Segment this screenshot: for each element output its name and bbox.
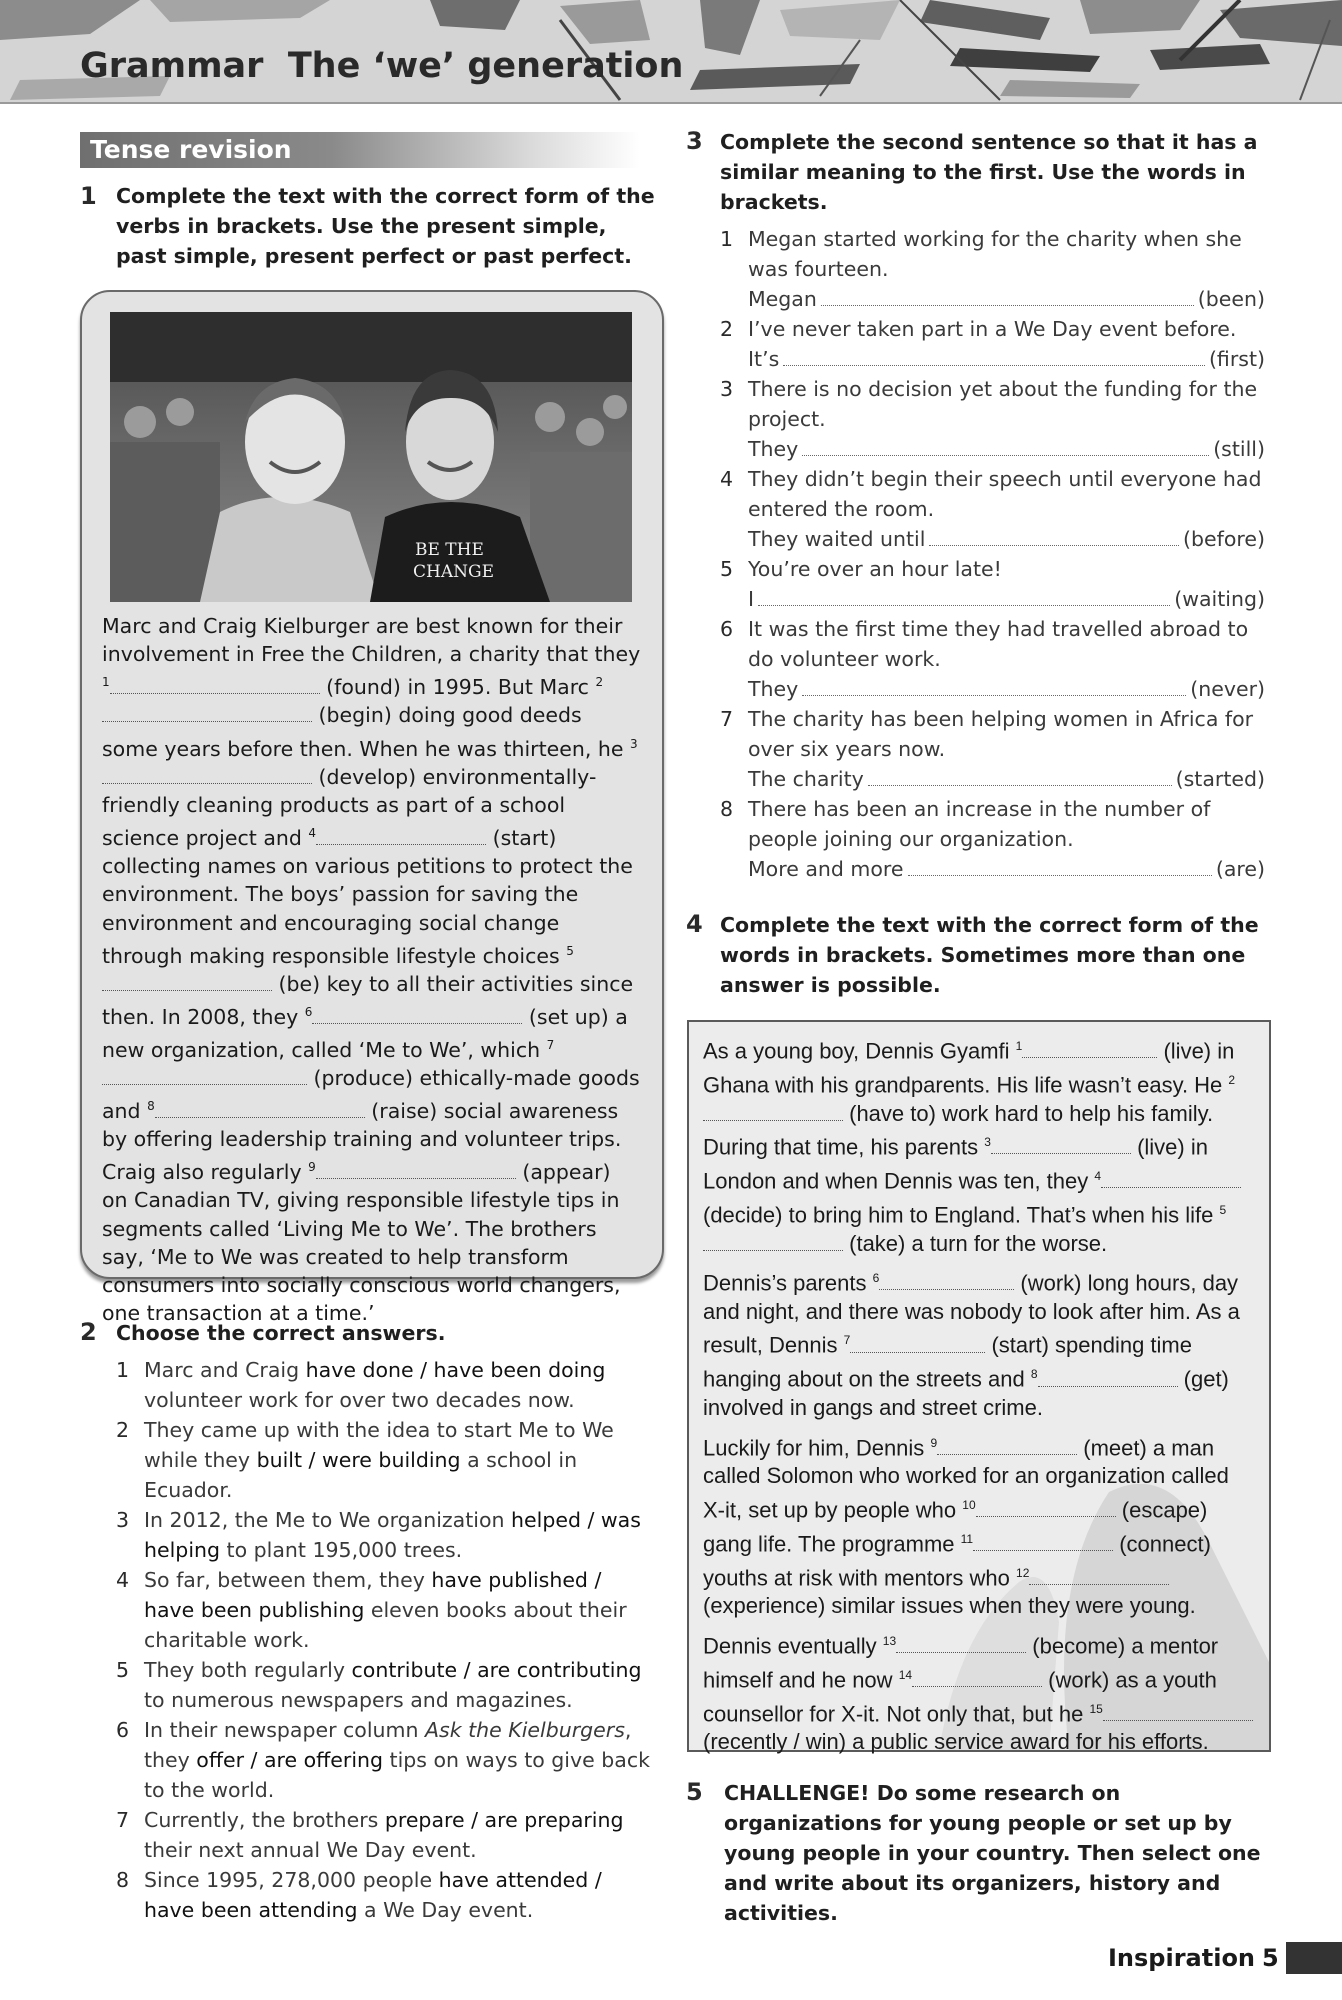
list-item: 8 Since 1995, 278,000 people have attended / have been attending a We Day event. <box>116 1868 602 1922</box>
exercise-3-list <box>720 224 1265 884</box>
exercise-1-instruction: Complete the text with the correct form of the verbs in brackets. Use the present simple, past simple, present perfect or past perfect. <box>116 184 655 268</box>
list-item: 2 I’ve never taken part in a We Day event before. It’s (first) <box>720 317 1265 371</box>
shirt-text-line-1: BE THE <box>415 540 484 560</box>
exercise-4-instruction: Complete the text with the correct form of the words in brackets. Sometimes more than one answer is possible. <box>720 913 1259 997</box>
list-item: 1 Megan started working for the charity when she was fourteen. Megan (been) <box>720 227 1265 311</box>
exercise-2-list <box>116 1355 656 1925</box>
exercise-5-instruction: CHALLENGE! Do some research on organizations for young people or set up by young people in your country. Then select one and write about its organizers, history and activities. <box>724 1781 1261 1925</box>
page-title: Grammar The ‘we’ generation <box>80 46 684 86</box>
photo-marc-and-craig <box>110 312 632 602</box>
footer-unit-label: Inspiration <box>1108 1944 1256 1972</box>
exercise-5-number: 5 <box>686 1778 703 1806</box>
page-number: 5 <box>1262 1944 1279 1972</box>
list-item: 4 They didn’t begin their speech until everyone had entered the room. They waited until (before) <box>720 467 1265 551</box>
list-item: 3 There is no decision yet about the funding for the project. They (still) <box>720 377 1265 461</box>
footer-tab-marker <box>1286 1942 1342 1974</box>
list-item: 6 It was the first time they had travelled abroad to do volunteer work. They (never) <box>720 617 1265 701</box>
section-heading-bar <box>80 132 640 168</box>
header-divider <box>0 102 1342 104</box>
exercise-3-number: 3 <box>686 127 703 155</box>
shirt-text-line-2: CHANGE <box>413 562 494 582</box>
list-item: 5 They both regularly contribute / are contributing to numerous newspapers and magazines. <box>116 1658 642 1712</box>
list-item: 2 They came up with the idea to start Me to We while they built / were building a school in Ecuador. <box>116 1418 614 1502</box>
exercise-4-text-box <box>687 1020 1271 1755</box>
list-item: 8 There has been an increase in the number of people joining our organization. More and more (are) <box>720 797 1265 881</box>
section-heading: Tense revision <box>90 135 292 164</box>
page-header-banner <box>0 0 1342 104</box>
list-item: 1 Marc and Craig have done / have been doing volunteer work for over two decades now. <box>116 1358 606 1412</box>
exercise-2-instruction: Choose the correct answers. <box>116 1321 446 1345</box>
list-item: 3 In 2012, the Me to We organization helped / was helping to plant 195,000 trees. <box>116 1508 641 1562</box>
exercise-1-passage: Marc and Craig Kielburger are best known for their involvement in Free the Children, a charity that they $^1$ (found) in 1995. But Marc $^2$ (begin) doing good deeds some years before then. When he was thirteen, he $^3$ (develop) environmentally-friendly cleaning products as part of a school science project and $^4$ (start) collecting names on various petitions to protect the environment. The boys’ passion for saving the environment and encouraging social change through making responsible lifestyle choices $^5$ (be) key to all their activities since then. In 2008, they $^6$ (set up) a new organization, called ‘Me to We’, which $^7$ (produce) ethically-made goods and $^8$ (raise) social awareness by offering leadership training and volunteer trips. Craig also regularly $^9$ (appear) on Canadian TV, giving responsible lifestyle tips in segments called ‘Living Me to We’. The brothers say, ‘Me to We was created to help transform consumers into socially conscious world changers, one transaction at a time.’ <box>102 614 641 1326</box>
exercise-2-number: 2 <box>80 1318 97 1346</box>
exercise-4-number: 4 <box>686 910 703 938</box>
list-item: 7 The charity has been helping women in Africa for over six years now. The charity (started) <box>720 707 1265 791</box>
exercise-1-number: 1 <box>80 182 97 210</box>
list-item: 5 You’re over an hour late! I (waiting) <box>720 557 1265 611</box>
list-item: 4 So far, between them, they have published / have been publishing eleven books about their charitable work. <box>116 1568 627 1652</box>
photo-illustration <box>110 312 632 602</box>
exercise-4-passage: As a young boy, Dennis Gyamfi $^1$ (live) in Ghana with his grandparents. His life wasn’t easy. He $^2$ (have to) work hard to help his family. During that time, his parents $^3$ (live) in London and when Dennis was ten, they $^4$ (decide) to bring him to England. That’s when his life $^5$ (take) a turn for the worse. Dennis’s parents $^6$ (work) long hours, day and night, and there was nobody to look after him. As a result, Dennis $^7$ (start) spending time hanging about on the streets and $^8$ (get) involved in gangs and street crime. Luckily for him, Dennis $^9$ (meet) a man called Solomon who worked for an organization called X-it, set up by people who $^{10}$ (escape) gang life. The programme $^{11}$ (connect) youths at risk with mentors who $^{12}$ (experience) similar issues when they were young. Dennis eventually $^{13}$ (become) a mentor himself and he now $^{14}$ (work) as a youth counsellor for X-it. Not only that, but he $^{15}$ (recently / win) a public service award for his efforts. <box>703 1032 1253 1763</box>
exercise-3-instruction: Complete the second sentence so that it has a similar meaning to the first. Use the words in brackets. <box>720 130 1258 214</box>
list-item: 6 In their newspaper column Ask the Kielburgers, they offer / are offering tips on ways to give back to the world. <box>116 1718 650 1802</box>
list-item: 7 Currently, the brothers prepare / are preparing their next annual We Day event. <box>116 1808 624 1862</box>
exercise-1-text-box <box>80 290 664 1326</box>
